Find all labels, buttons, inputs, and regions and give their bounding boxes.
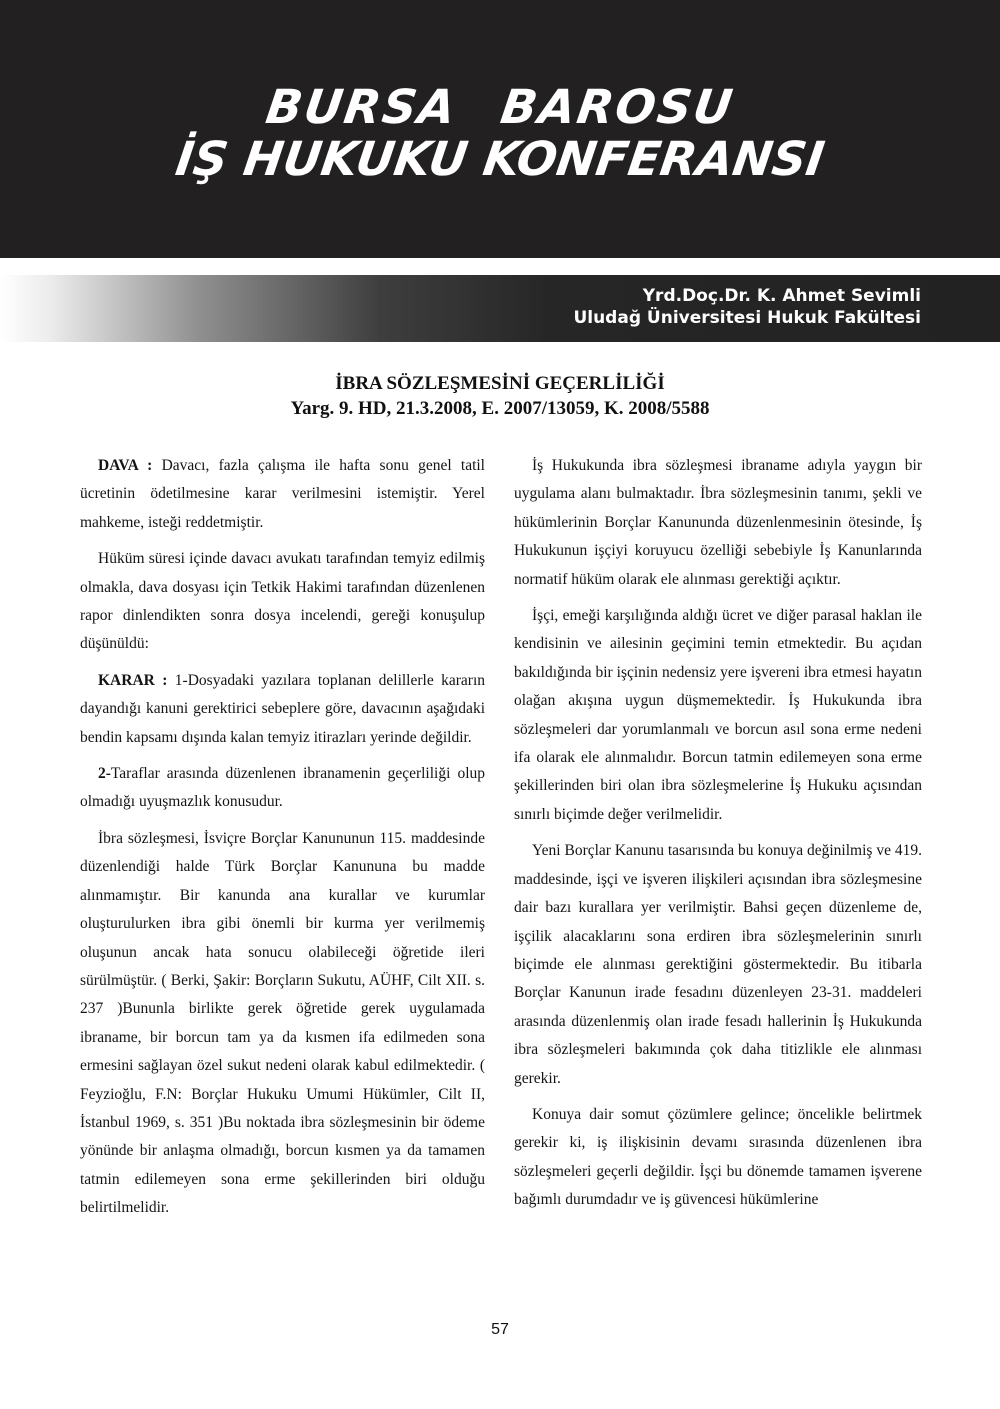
author-name: Yrd.Doç.Dr. K. Ahmet Sevimli [642,286,921,306]
left-column [80,452,485,1223]
paragraph-text: İşçi, emeği karşılığında aldığı ücret ve diğer parasal haklan ile kendisinin ve ailesinin geçimini temin etmektedir. Bu açıdan bakıldığında bir işçinin nedensiz yere işvereni ibra etmesi hayatın olağan akışına uygun düşmemektedir. İş Hukukunda ibra sözleşmeleri dar yorumlanmalı ve borcun asıl sona erme nedeni ifa olarak ele alınmalıdır. Borcun tatmin edilemeyen sona erme şekillerinden biri olan ibra sözleşmelerine İş Hukuku açısından sınırlı biçimde değer verilmelidir. [514,607,922,823]
right-column [514,452,922,1215]
banner-title-line-2: İŞ HUKUKU KONFERANSI [172,132,828,187]
header-banner [0,0,1000,258]
paragraph-text: İş Hukukunda ibra sözleşmesi ibraname adıyla yaygın bir uygulama alanı bulmaktadır. İbra sözleşmesinin tanımı, şekli ve hükümlerinin Borçlar Kanununda düzenlenmesinin ötesinde, İş Hukukunun işçiyi koruyucu özelliği sebebiyle İş Kanunlarında normatif hüküm olarak ele alınması gerektiği açıktır. [514,457,922,588]
banner-title-line-1: BURSA BAROSU [262,80,738,135]
author-band [0,275,1000,342]
paragraph-label: DAVA : [98,457,153,474]
page-number: 57 [491,1321,509,1338]
paragraph-text: Hüküm süresi içinde davacı avukatı tarafından temyiz edilmiş olmakla, dava dosyası için Tetkik Hakimi tarafından düzenlenen rapor dinlendikten sonra dosya incelendi, gereği konuşulup düşünüldü: [80,550,485,653]
paragraph-karar [80,667,485,752]
paragraph-dava [80,452,485,537]
paragraph-item-2 [80,760,485,817]
article-subtitle: Yarg. 9. HD, 21.3.2008, E. 2007/13059, K. 2008/5588 [290,398,710,419]
paragraph-text: Yeni Borçlar Kanunu tasarısında bu konuya değinilmiş ve 419. maddesinde, işçi ve işveren ilişkileri açısından ibra sözleşmesine dair bazı kurallara yer verilmiştir. Bahsi geçen düzenleme de, işçilik alacaklarını sona erdiren ibra sözleşmelerinin sınırlı biçimde ele alınması gerektiğini göstermektedir. Bu itibarla Borçlar Kanunun irade fesadını düzenleyen 23-31. maddeleri arasında düzenlenmiş olan irade fesadı hallerinin İş Hukukunda ibra sözleşmeleri bakımında çok daha titizlikle ele alınması gerekir. [514,842,922,1087]
paragraph-text: Taraflar arasında düzenlenen ibranamenin geçerliliği olup olmadığı uyuşmazlık konusudur. [80,765,485,811]
paragraph-text: İbra sözleşmesi, İsviçre Borçlar Kanununun 115. maddesinde düzenlendiği halde Türk Borçlar Kanununa bu madde alınmamıştır. Bir kanunda ana kurallar ve kurumlar oluşturulurken ibra gibi önemli bir kurma yer verilmemiş oluşunun ancak hata sonucu olabileceği öğretide ileri sürülmüştür. ( Berki, Şakir: Borçların Sukutu, AÜHF, Cilt XII. s. 237 )Bununla birlikte gerek öğretide gerek uygulamada ibraname, bir borcun tam ya da kısmen ifa edilmeden sona ermesini sağlayan özel sukut nedeni olarak kabul edilmektedir. ( Feyzioğlu, F.N: Borçlar Hukuku Umumi Hükümler, Cilt II, İstanbul 1969, s. 351 )Bu noktada ibra sözleşmesinin bir ödeme yönünde bir anlaşma olmadığı, borcun kısmen ya da tamamen tatmin edilemeyen sona erme şekillerinden biri olduğu belirtilmelidir. [80,829,485,1217]
paragraph-text: 1-Dosyadaki yazılara toplanan delillerle kararın dayandığı kanuni gerektirici sebeplere göre, davacının aşağıdaki bendin kapsamı dışında kalan temyiz itirazları yerinde değildir. [80,671,486,746]
paragraph-text: Davacı, fazla çalışma ile hafta sonu genel tatil ücretinin ödetilmesine karar verilmesini istemiştir. Yerel mahkeme, isteği reddetmiştir. [80,457,485,531]
paragraph-hukum [80,545,485,659]
paragraph-label: KARAR : [98,671,168,689]
paragraph-text: Konuya dair somut çözümlere gelince; öncelikle belirtmek gerekir ki, iş ilişkisinin devamı sırasında düzenlenen ibra sözleşmeleri geçerli değildir. İşçi bu dönemde tamamen işverene bağımlı durumdadır ve iş güvencesi hükümlerine [514,1105,922,1209]
article-title: İBRA SÖZLEŞMESİNİ GEÇERLİLİĞİ [335,373,665,394]
paragraph-ibra [80,825,485,1223]
author-affiliation: Uludağ Üniversitesi Hukuk Fakültesi [573,308,921,328]
paragraph-label: 2- [98,765,111,783]
